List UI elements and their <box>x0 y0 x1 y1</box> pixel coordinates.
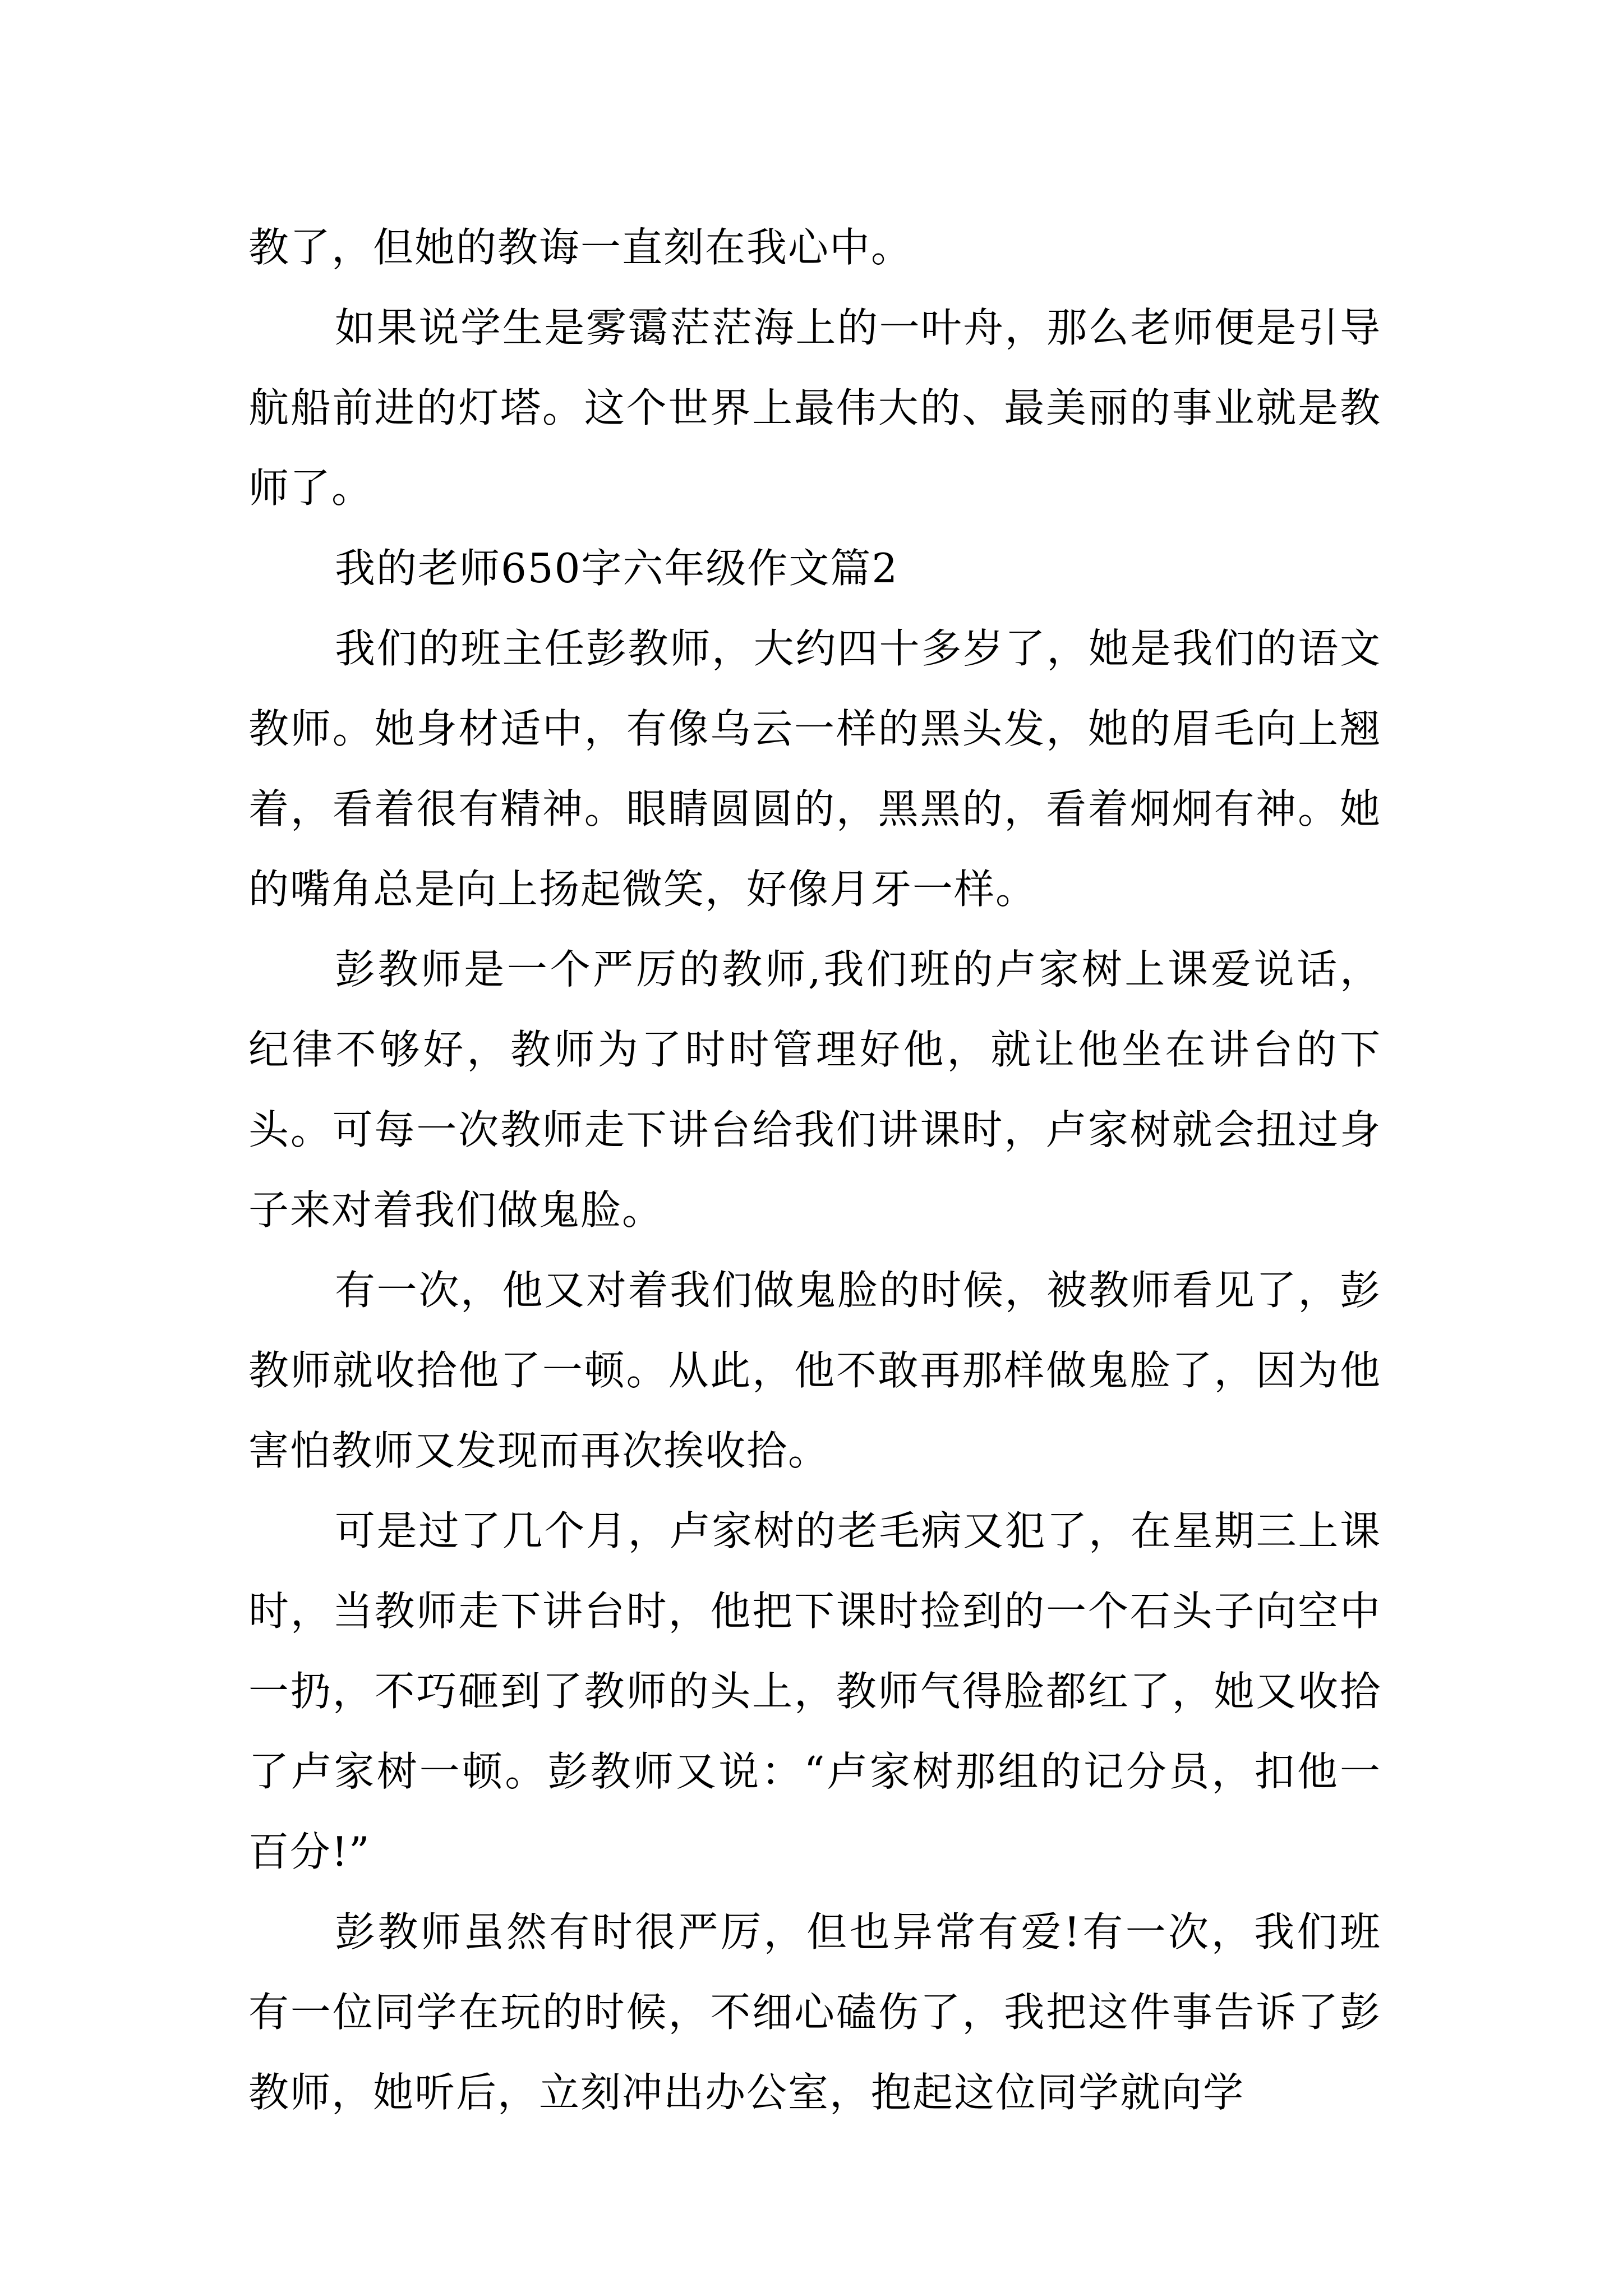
article-body <box>248 208 1381 2133</box>
paragraph: 有一次，他又对着我们做鬼脸的时候，被教师看见了，彭教师就收拾他了一顿。从此，他不敢再那样做鬼脸了，因为他害怕教师又发现而再次挨收拾。 <box>248 1267 1381 1474</box>
paragraph: 可是过了几个月，卢家树的老毛病又犯了，在星期三上课时，当教师走下讲台时，他把下课时捡到的一个石头子向空中一扔，不巧砸到了教师的头上，教师气得脸都红了，她又收拾了卢家树一顿。彭教师又说：“卢家树那组的记分员，扣他一百分!” <box>248 1507 1381 1875</box>
section-heading: 我的老师650字六年级作文篇2 <box>335 545 899 592</box>
paragraph: 我们的班主任彭教师，大约四十多岁了，她是我们的语文教师。她身材适中，有像乌云一样的黑头发，她的眉毛向上翘着，看着很有精神。眼睛圆圆的，黑黑的，看着炯炯有神。她的嘴角总是向上扬起微笑，好像月牙一样。 <box>248 625 1381 913</box>
paragraph: 彭教师是一个严厉的教师,我们班的卢家树上课爱说话，纪律不够好，教师为了时时管理好他，就让他坐在讲台的下头。可每一次教师走下讲台给我们讲课时，卢家树就会扭过身子来对着我们做鬼脸。 <box>248 946 1381 1234</box>
paragraph: 如果说学生是雾霭茫茫海上的一叶舟，那么老师便是引导航船前进的灯塔。这个世界上最伟大的、最美丽的事业就是教师了。 <box>248 304 1381 512</box>
paragraph: 彭教师虽然有时很严厉，但也异常有爱!有一次，我们班有一位同学在玩的时候，不细心磕伤了，我把这件事告诉了彭教师，她听后，立刻冲出办公室，抱起这位同学就向学 <box>248 1908 1381 2116</box>
paragraph: 教了，但她的教诲一直刻在我心中。 <box>248 224 913 271</box>
